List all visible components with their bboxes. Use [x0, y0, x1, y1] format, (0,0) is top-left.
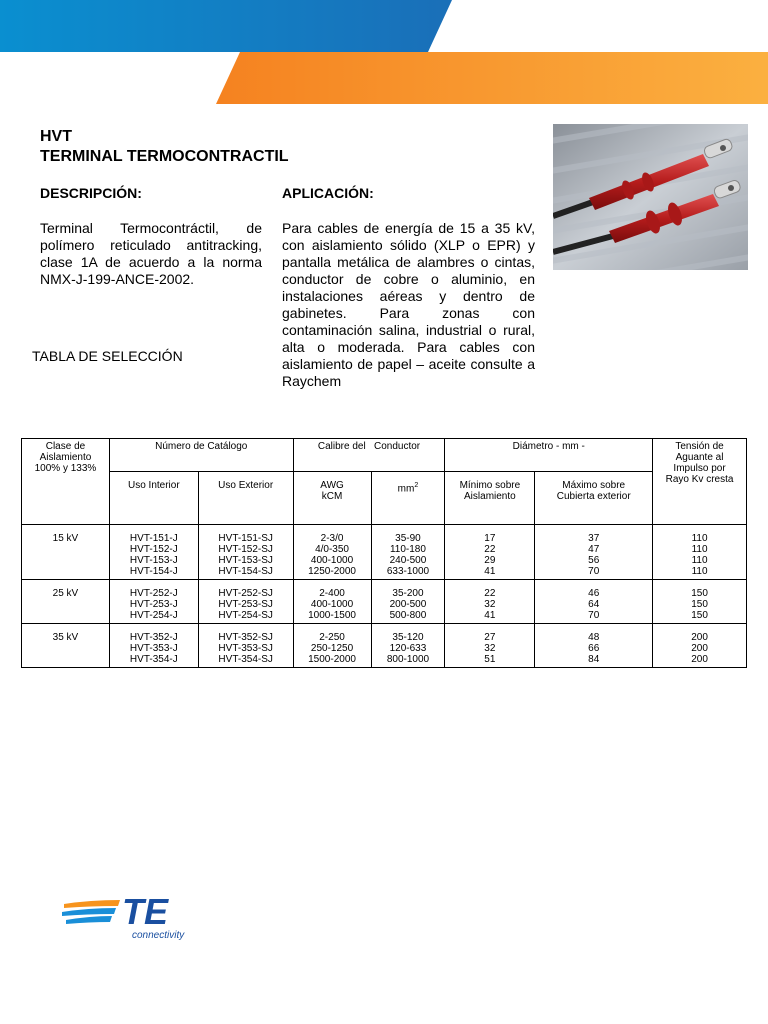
header-diametro: Diámetro - mm -: [445, 439, 653, 472]
cell-mm2: 35-90 110-180 240-500 633-1000: [371, 531, 445, 580]
application-heading: APLICACIÓN:: [282, 185, 374, 201]
cell-max: 48 66 84: [535, 630, 653, 668]
selection-table-label: TABLA DE SELECCIÓN: [32, 348, 183, 364]
cell-interior: HVT-151-J HVT-152-J HVT-153-J HVT-154-J: [109, 531, 198, 580]
header-calibre: Calibre del Conductor: [293, 439, 445, 472]
cell-min: 22 32 41: [445, 586, 535, 624]
cell-awg: 2-250 250-1250 1500-2000: [293, 630, 371, 668]
cell-clase: 15 kV: [22, 531, 110, 580]
application-text: Para cables de energía de 15 a 35 kV, con aislamiento sólido (XLP o EPR) y pantalla metálica de alambres o cintas, conductor de cobre o aluminio, en instalaciones aéreas y dentro de gabinetes. Para zonas con contaminación salina, industrial o rural, alta o moderada. Para cables con aislamiento de papel – aceite consulte a Raychem: [282, 220, 535, 389]
logo-tagline: connectivity: [132, 930, 185, 941]
header-catalogo: Número de Catálogo: [109, 439, 293, 472]
logo-letters: TE: [122, 891, 169, 932]
cell-exterior: HVT-151-SJ HVT-152-SJ HVT-153-SJ HVT-154-SJ: [198, 531, 293, 580]
header-blue-band: [0, 0, 768, 52]
header-mm2: $mm^2$: [371, 472, 445, 525]
cell-awg: 2-400 400-1000 1000-1500: [293, 586, 371, 624]
cell-mm2: 35-120 120-633 800-1000: [371, 630, 445, 668]
te-connectivity-logo: [60, 888, 220, 944]
header-orange-band: [0, 52, 768, 104]
cell-tension: 110 110 110 110: [653, 531, 747, 580]
table-row: [22, 531, 747, 580]
header-awg: AWG kCM: [293, 472, 371, 525]
description-text: Terminal Termocontráctil, de polímero reticulado antitracking, clase 1A de acuerdo a la norma NMX-J-199-ANCE-2002.: [40, 220, 262, 287]
cell-max: 37 47 56 70: [535, 531, 653, 580]
cell-exterior: HVT-252-SJ HVT-253-SJ HVT-254-SJ: [198, 586, 293, 624]
header-uso-exterior: Uso Exterior: [198, 472, 293, 525]
cell-awg: 2-3/0 4/0-350 400-1000 1250-2000: [293, 531, 371, 580]
table-header-row-2: [22, 472, 747, 525]
table-header-row-1: [22, 439, 747, 472]
header-clase: Clase de Aislamiento 100% y 133%: [22, 439, 110, 525]
cell-max: 46 64 70: [535, 586, 653, 624]
heat-shrink-terminal-photo: [553, 124, 748, 270]
document-title: [40, 127, 289, 167]
cell-min: 27 32 51: [445, 630, 535, 668]
table-row: [22, 586, 747, 624]
cell-tension: 200 200 200: [653, 630, 747, 668]
cell-clase: 35 kV: [22, 630, 110, 668]
title-code: HVT: [40, 128, 72, 145]
cell-clase: 25 kV: [22, 586, 110, 624]
header-uso-interior: Uso Interior: [109, 472, 198, 525]
description-heading: DESCRIPCIÓN:: [40, 185, 142, 201]
cell-mm2: 35-200 200-500 500-800: [371, 586, 445, 624]
header-tension: Tensión de Aguante al Impulso por Rayo Kv cresta: [653, 439, 747, 525]
header-maximo: Máximo sobre Cubierta exterior: [535, 472, 653, 525]
table-row: [22, 630, 747, 668]
cell-exterior: HVT-352-SJ HVT-353-SJ HVT-354-SJ: [198, 630, 293, 668]
logo-swoosh-icon: [62, 900, 120, 924]
cell-interior: HVT-352-J HVT-353-J HVT-354-J: [109, 630, 198, 668]
title-name: TERMINAL TERMOCONTRACTIL: [40, 148, 289, 165]
selection-table: [21, 438, 747, 668]
cell-tension: 150 150 150: [653, 586, 747, 624]
cell-min: 17 22 29 41: [445, 531, 535, 580]
cell-interior: HVT-252-J HVT-253-J HVT-254-J: [109, 586, 198, 624]
header-minimo: Mínimo sobre Aislamiento: [445, 472, 535, 525]
